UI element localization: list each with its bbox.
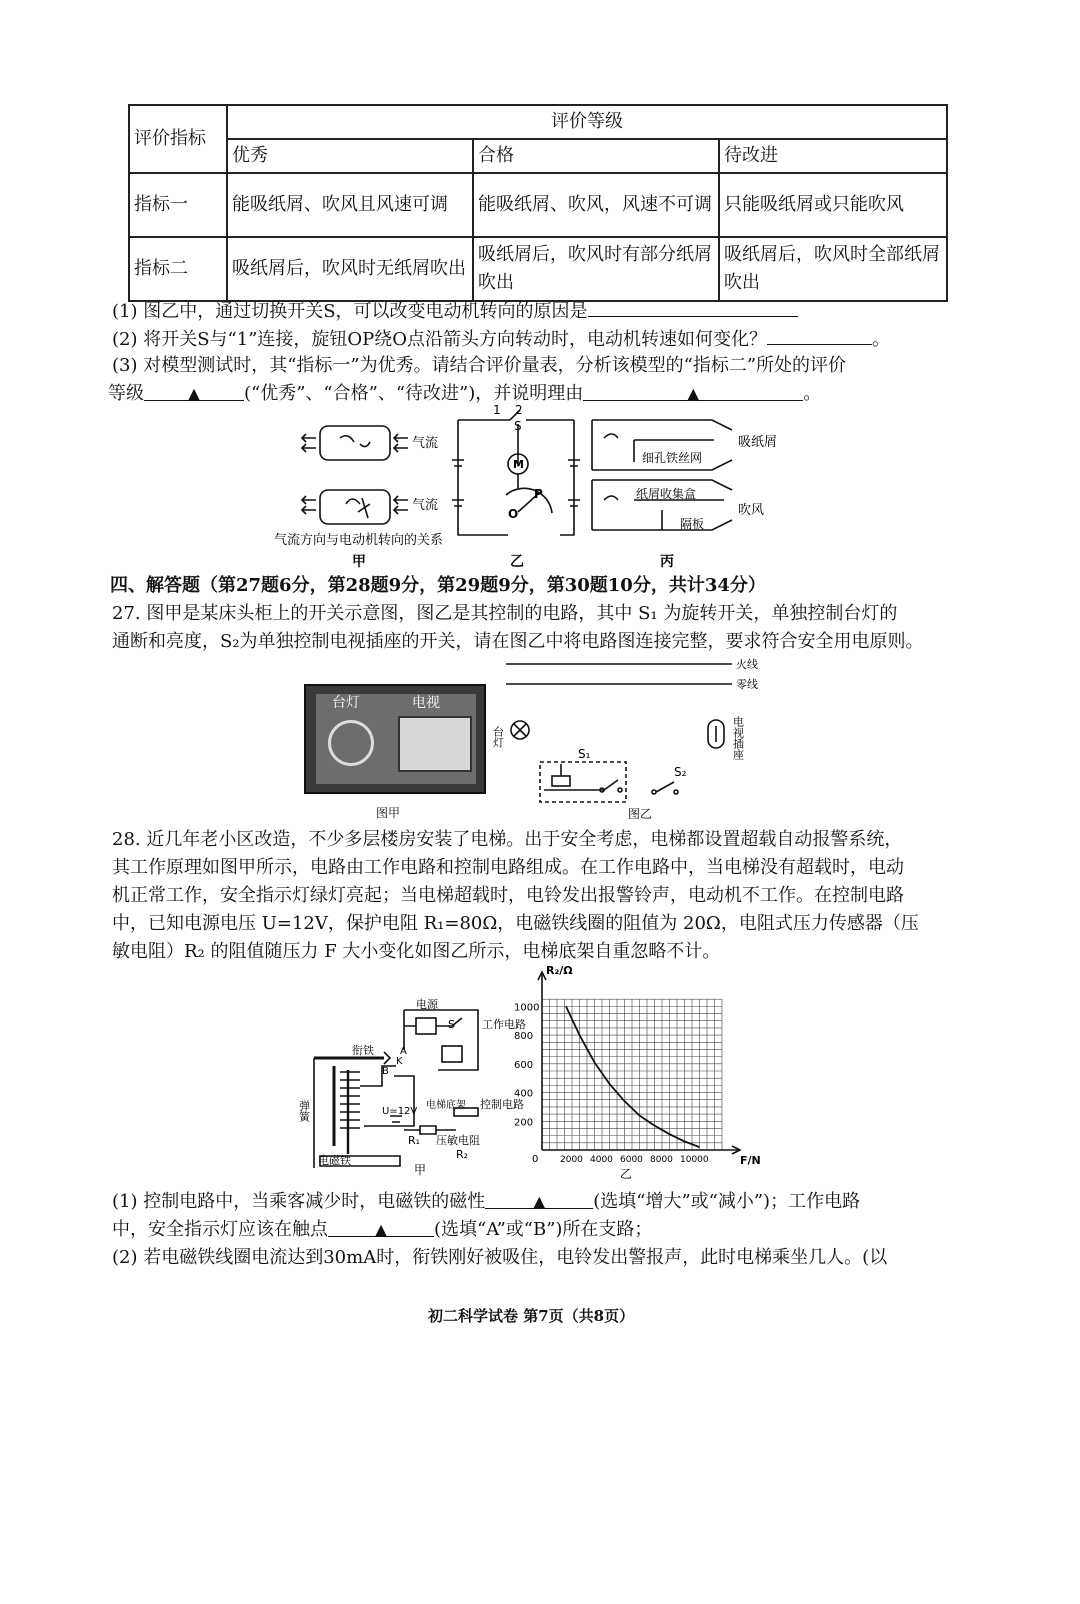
piezo-label: 压敏电阻 [436,1134,480,1147]
work-circuit-label: 工作电路 [482,1018,526,1031]
figure-label-jia: 甲 [414,1163,427,1177]
q28-line4: 中，已知电源电压 U=12V，保护电阻 R₁=80Ω，电磁铁线圈的阻值为 20Ω，电阻式压力传感器（压 [112,913,919,934]
page-footer: 初二科学试卷 第7页（共8页） [428,1307,635,1325]
s2-switch[interactable] [656,782,674,792]
q28-part2: (2) 若电磁铁线圈电流达到30mA时，衔铁刚好被吸住，电铃发出警报声，此时电梯乘坐几人。(以 [112,1247,888,1268]
vacuum-diagram [592,420,732,530]
x-tick-label: 6000 [620,1155,643,1165]
q27-line2: 通断和亮度，S₂为单独控制电视插座的开关，请在图乙中将电路图连接完整，要求符合安全用电原则。 [112,631,924,652]
answer-blank[interactable] [588,296,798,317]
contact-b-label: B [382,1066,389,1077]
table-cell: 吸纸屑后，吹风时全部纸屑吹出 [719,237,947,301]
q26-part3-cont: 等级 ▲ (“优秀”、“合格”、“待改进”)，并说明理由 ▲ 。 [108,380,821,408]
switch-terminal-2: 2 [515,403,523,417]
s1-box[interactable] [540,762,626,802]
q26-part1: (1) 图乙中，通过切换开关S，可以改变电动机转向的原因是 [112,296,798,326]
magnet-label: 电磁铁 [318,1154,351,1167]
airflow-label: 气流 [412,498,439,513]
wiring-diagram [491,652,776,822]
fan-model-figure [262,400,802,574]
airflow-diagram [302,426,408,524]
switch-label: S [514,419,522,433]
evaluation-table [128,104,948,302]
figure-label-fig-jia: 图甲 [376,806,401,820]
suck-label: 吸纸屑 [738,435,778,450]
collector-label: 纸屑收集盒 [636,487,697,501]
q27-line1: 27. 图甲是某床头柜上的开关示意图，图乙是其控制的电路，其中 S₁ 为旋转开关，单独控制台灯的 [112,603,898,624]
r1-label: R₁ [408,1134,421,1147]
s1-label: S₁ [578,747,591,761]
y-tick-label: 200 [514,1117,534,1129]
motor-label: M [513,458,524,471]
q28-part1: (1) 控制电路中，当乘客减少时，电磁铁的磁性 ▲ (选填“增大”或“减小”)；工作电路 [112,1188,860,1216]
table-header-excellent: 优秀 [227,139,473,173]
airflow-label: 气流 [412,436,439,451]
table-header-improve: 待改进 [719,139,947,173]
table-cell: 指标二 [129,237,227,301]
airflow-caption: 气流方向与电动机转向的关系 [274,533,444,548]
r2-label: R₂ [456,1148,469,1161]
knob-p-label: P [534,487,543,501]
power-label: 电源 [416,998,438,1011]
table-header-grade: 评价等级 [227,105,947,139]
plate-label: 隔板 [680,517,705,531]
series-line [566,1006,700,1147]
socket-label: 电视插座 [731,716,745,760]
origin-label: 0 [532,1154,539,1165]
q28-line5: 敏电阻）R₂ 的阻值随压力 F 大小变化如图乙所示，电梯底架自重忽略不计。 [112,941,721,962]
contact-a-label: A [400,1046,407,1057]
q26-part2: (2) 将开关S与“1”连接，旋钮OP绕O点沿箭头方向转动时，电动机转速如何变化？ 。 [112,324,890,354]
table-header-index: 评价指标 [129,105,227,173]
voltage-label: U=12V [382,1106,418,1117]
blow-label: 吹风 [738,503,765,518]
chart-grid [542,999,722,1150]
y-tick-label: 1000 [514,1002,540,1014]
mesh-label: 细孔铁丝网 [642,451,703,465]
figure-label-yi: 乙 [620,1167,633,1181]
work-motor-box [416,1018,436,1034]
answer-blank[interactable]: ▲ [485,1188,593,1209]
x-tick-label: 4000 [590,1155,613,1165]
photo-label-tv: 电视 [412,695,440,711]
s2-label: S₂ [674,765,687,779]
spring-label: 弹簧 [297,1100,311,1122]
resistance-force-chart [512,962,768,1180]
x-axis-label: F/N [740,1154,761,1167]
contact-k-label: K [396,1056,403,1067]
y-tick-label: 600 [514,1059,534,1071]
work-bell-box [442,1046,462,1062]
live-label: 火线 [736,658,758,671]
q28-line3: 机正常工作，安全指示灯绿灯亮起；当电梯超载时，电铃发出报警铃声，电动机不工作。在控制电路 [112,885,904,906]
table-cell: 能吸纸屑、吹风，风速不可调 [473,173,719,237]
x-tick-label: 8000 [650,1155,673,1165]
section-heading: 四、解答题（第27题6分，第28题9分，第29题9分，第30题10分，共计34分） [110,575,766,596]
answer-blank[interactable]: ▲ [583,380,803,401]
figure-label-yi: 乙 [510,554,524,570]
table-header-pass: 合格 [473,139,719,173]
switch-s-label: S [448,1018,455,1031]
q28-part1-cont: 中，安全指示灯应该在触点 ▲ (选填“A”或“B”)所在支路； [112,1216,652,1244]
table-cell: 吸纸屑后，吹风时无纸屑吹出 [227,237,473,301]
x-tick-label: 2000 [560,1155,583,1165]
control-circuit-label: 控制电路 [480,1098,524,1111]
q26-part3: (3) 对模型测试时，其“指标一”为优秀。请结合评价量表，分析该模型的“指标二”所处的评价 [112,355,847,376]
switch-panel-photo [304,684,486,794]
y-tick-label: 800 [514,1031,534,1043]
figure-label-bing: 丙 [660,554,674,570]
q28-line1: 28. 近几年老小区改造，不少多层楼房安装了电梯。出于安全考虑，电梯都设置超载自动报警系统， [112,829,903,850]
y-axis-label: R₂/Ω [546,964,573,977]
photo-label-lamp: 台灯 [332,695,360,711]
figure-label-fig-yi: 图乙 [628,807,653,821]
q28-line2: 其工作原理如图甲所示，电路由工作电路和控制电路组成。在工作电路中，当电梯没有超载时，电动 [112,857,904,878]
table-cell: 指标一 [129,173,227,237]
neutral-label: 零线 [736,678,758,691]
y-tick-label: 400 [514,1088,534,1100]
armature-label: 衔铁 [352,1044,374,1057]
knob-o-label: O [508,507,519,521]
lamp-label: 台灯 [491,726,505,748]
floor-label: 电梯底架 [426,1100,466,1111]
switch-terminal-1: 1 [493,403,501,417]
figure-label-jia: 甲 [352,554,366,570]
table-cell: 只能吸纸屑或只能吹风 [719,173,947,237]
answer-blank[interactable] [767,324,872,345]
table-cell: 吸纸屑后，吹风时有部分纸屑吹出 [473,237,719,301]
table-cell: 能吸纸屑、吹风且风速可调 [227,173,473,237]
x-tick-label: 10000 [680,1155,709,1165]
answer-blank[interactable]: ▲ [144,380,244,401]
answer-blank[interactable]: ▲ [328,1216,434,1237]
